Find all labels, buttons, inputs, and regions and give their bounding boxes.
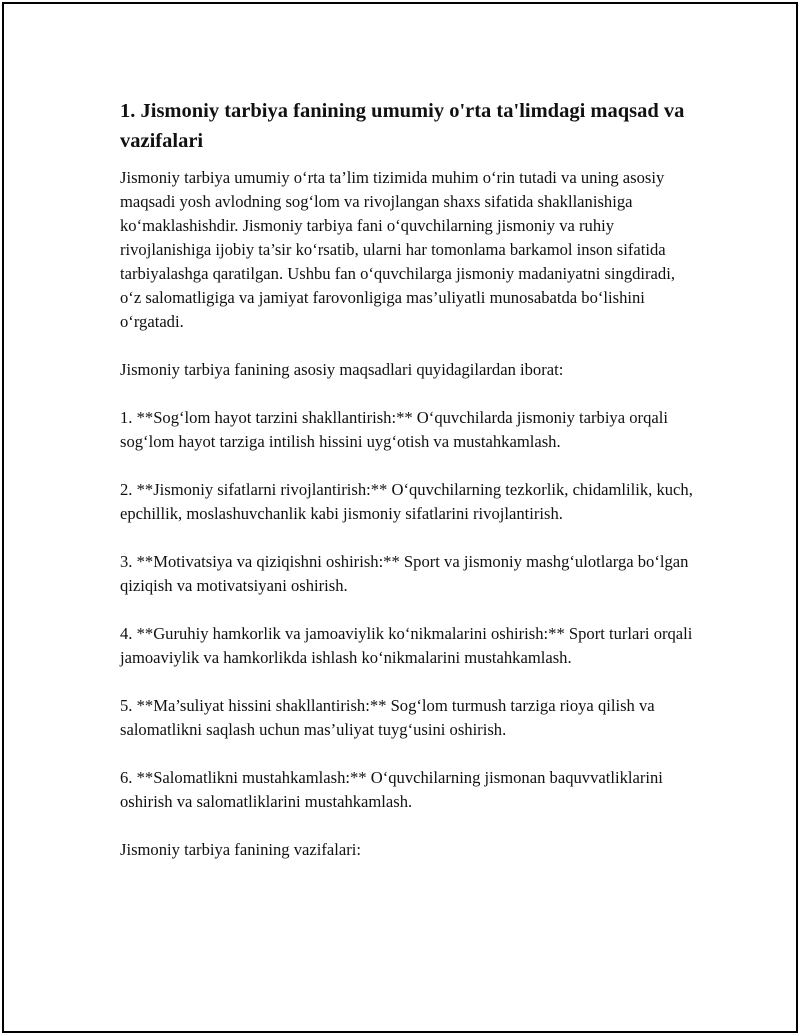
document-body (120, 96, 696, 886)
section-heading: 1. Jismoniy tarbiya fanining umumiy o'rta ta'limdagi maqsad va vazifalari (120, 100, 685, 152)
goal-item-2: 2. **Jismoniy sifatlarni rivojlantirish:** O‘quvchilarning tezkorlik, chidamlilik, kuch, epchillik, moslashuvchanlik kabi jismoniy sifatlarini rivojlantirish. (120, 480, 693, 523)
goal-item-5: 5. **Ma’suliyat hissini shakllantirish:** Sog‘lom turmush tarziga rioya qilish va salomatlikni saqlash uchun mas’uliyat tuyg‘usini oshirish. (120, 696, 655, 739)
goal-item-4: 4. **Guruhiy hamkorlik va jamoaviylik ko‘nikmalarini oshirish:** Sport turlari orqali jamoaviylik va hamkorlikda ishlash ko‘nikmalarini mustahkamlash. (120, 624, 693, 667)
tasks-lead-paragraph: Jismoniy tarbiya fanining vazifalari: (120, 840, 361, 859)
goal-item-3: 3. **Motivatsiya va qiziqishni oshirish:** Sport va jismoniy mashg‘ulotlarga bo‘lgan qiziqish va motivatsiyani oshirish. (120, 552, 689, 595)
intro-paragraph: Jismoniy tarbiya umumiy o‘rta ta’lim tizimida muhim o‘rin tutadi va uning asosiy maqsadi yosh avlodning sog‘lom va rivojlangan shaxs sifatida shakllanishiga ko‘maklashishdir. Jismoniy tarbiya fani o‘quvchilarning jismoniy va ruhiy rivojlanishiga ijobiy ta’sir ko‘rsatib, ularni har tomonlama barkamol inson sifatida tarbiyalashga qaratilgan. Ushbu fan o‘quvchilarga jismoniy madaniyatni singdiradi, o‘z salomatligiga va jamiyat farovonligiga mas’uliyatli munosabatda bo‘lishini o‘rgatadi. (120, 168, 675, 331)
goal-item-6: 6. **Salomatlikni mustahkamlash:** O‘quvchilarning jismonan baquvvatliklarini oshirish va salomatliklarini mustahkamlash. (120, 768, 663, 811)
goals-lead-paragraph: Jismoniy tarbiya fanining asosiy maqsadlari quyidagilardan iborat: (120, 360, 564, 379)
goal-item-1: 1. **Sog‘lom hayot tarzini shakllantirish:** O‘quvchilarda jismoniy tarbiya orqali sog‘lom hayot tarziga intilish hissini uyg‘otish va mustahkamlash. (120, 408, 668, 451)
document-page (2, 2, 798, 1033)
